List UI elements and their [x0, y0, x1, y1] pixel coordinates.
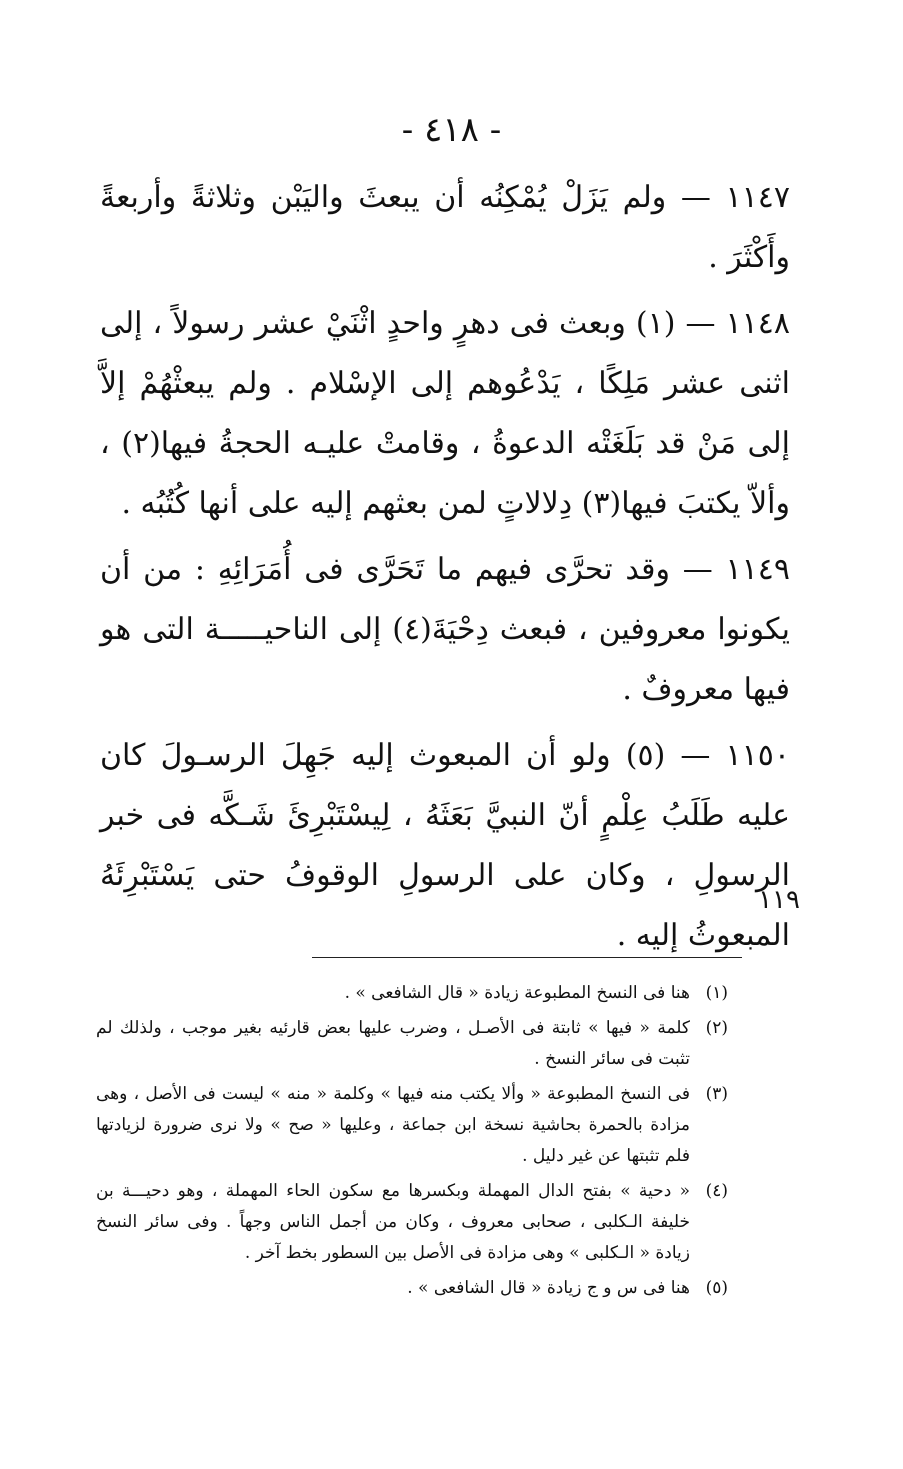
footnote-5	[96, 1273, 728, 1304]
paragraph-number: ١١٤٨	[725, 306, 790, 341]
footnote-mark: (٥)	[705, 1278, 728, 1298]
footnote-1	[96, 978, 728, 1009]
footnote-text: كلمة « فيها » ثابتة فى الأصـل ، وضرب عليها بعض قارئيه بغير موجب ، ولذلك لم تثبت فى سائر النسخ .	[96, 1018, 690, 1069]
footnote-text: فى النسخ المطبوعة « وألا يكتب منه فيها » وكلمة « منه » ليست فى الأصل ، وهى مزادة بالحمرة بحاشية نسخة ابن جماعة ، وعليها « صح » ولا نرى ضرورة لزيادتها فلم تثبتها عن غير دليل .	[96, 1084, 690, 1166]
footnotes	[96, 978, 728, 1308]
footnote-text: هنا فى س و ج زيادة « قال الشافعى » .	[407, 1278, 690, 1298]
footnote-text: « دحية » بفتح الدال المهملة وبكسرها مع سكون الحاء المهملة ، وهو دحيـــة بن خليفة الـكلبى ، صحابى معروف ، وكان من أجمل الناس وجهاً . وفى سائر النسخ زيادة « الـكلبى » وهى مزادة فى الأصل بين السطور بخط آخر .	[96, 1181, 690, 1263]
footnote-3	[96, 1079, 728, 1172]
footnote-text: هنا فى النسخ المطبوعة زيادة « قال الشافعى » .	[344, 983, 690, 1003]
margin-page-reference: ١١٩	[758, 885, 800, 915]
footnote-mark: (١)	[705, 983, 728, 1003]
footnote-mark: (٢)	[705, 1018, 728, 1038]
page-number: - ٤١٨ -	[401, 110, 502, 150]
main-text	[100, 168, 790, 966]
paragraph-number: ١١٤٧	[725, 180, 790, 215]
footnote-4	[96, 1176, 728, 1269]
paragraph-text: — (١) وبعث فى دهرٍ واحدٍ اثْنَيْ عشر رسولاً ، إلى اثنى عشر مَلِكًا ، يَدْعُوهم إلى الإسْلام . ولم يبعثْهُمْ إلاَّ إلى مَنْ قد بَلَغَتْه الدعوةُ ، وقامتْ عليـه الحجةُ فيها(٢) ، وألاّ يكتبَ فيها(٣) دِلالاتٍ لمن بعثهم إليه على أنها كُتُبُه .	[100, 306, 790, 521]
footnote-mark: (٣)	[705, 1084, 728, 1104]
paragraph-1149	[100, 540, 790, 720]
paragraph-number: ١١٤٩	[725, 552, 790, 587]
paragraph-text: — وقد تحرَّى فيهم ما تَحَرَّى فى أُمَرَائِهِ : من أن يكونوا معروفين ، فبعث دِحْيَةَ(٤) إلى الناحيـــــة التى هو فيها معروفٌ .	[100, 552, 790, 707]
paragraph-1148	[100, 294, 790, 534]
footnote-divider	[312, 957, 742, 958]
paragraph-1150	[100, 726, 790, 966]
paragraph-1147	[100, 168, 790, 288]
footnote-mark: (٤)	[705, 1181, 728, 1201]
paragraph-text: — (٥) ولو أن المبعوث إليه جَهِلَ الرسـولَ كان عليه طَلَبُ عِلْمٍ أنّ النبيَّ بَعَثَهُ ، لِيسْتَبْرِئَ شَـكَّه فى خبر الرسولِ ، وكان على الرسولِ الوقوفُ حتى يَسْتَبْرِئَهُ المبعوثُ إليه .	[100, 738, 790, 953]
paragraph-number: ١١٥٠	[725, 738, 790, 773]
paragraph-text: — ولم يَزَلْ يُمْكِنُه أن يبعثَ واليَبْن وثلاثةً وأربعةً وأَكْثَرَ .	[100, 180, 790, 275]
footnote-2	[96, 1013, 728, 1075]
